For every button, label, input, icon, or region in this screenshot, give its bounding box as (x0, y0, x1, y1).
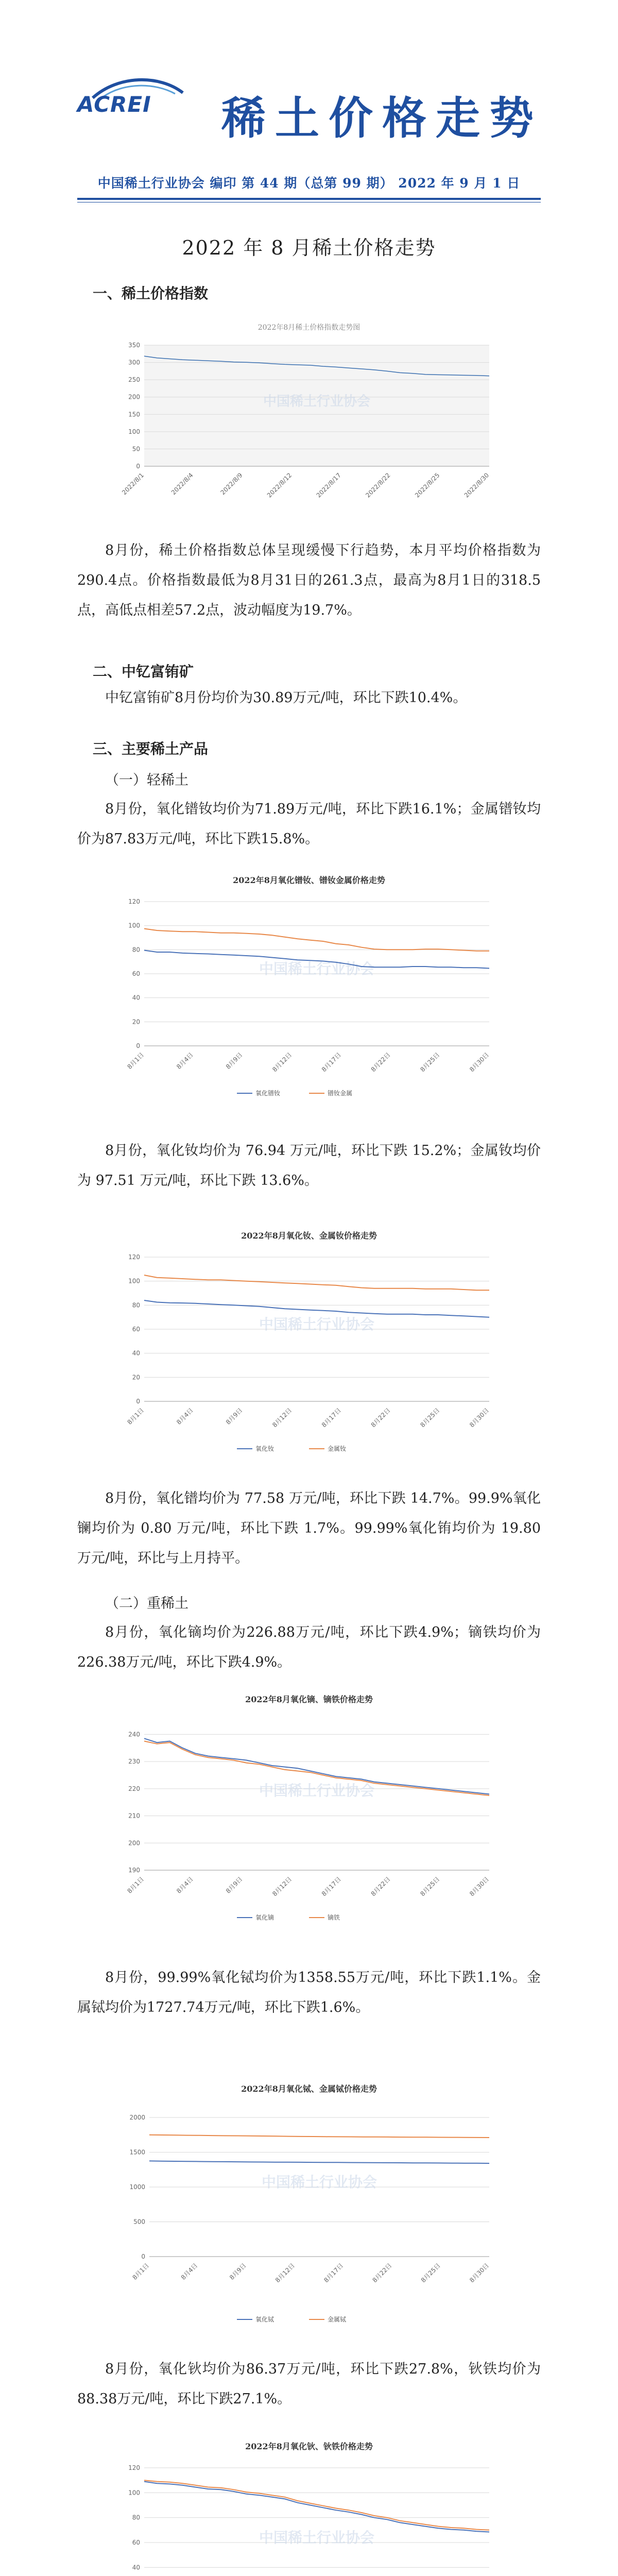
x-tick-label: 2022/8/1 (121, 471, 146, 497)
y-tick-label: 60 (132, 970, 140, 977)
chart-title: 2022年8月氧化钕、金属钕价格走势 (241, 1231, 377, 1241)
x-tick-label: 8月12日 (273, 2262, 296, 2284)
legend-label: 镨钕金属 (328, 1090, 353, 1097)
y-tick-label: 100 (128, 1277, 140, 1285)
x-tick-label: 8月22日 (369, 1051, 392, 1074)
x-tick-label: 8月22日 (371, 2262, 393, 2284)
chart-watermark: 中国稀土行业协会 (259, 2529, 375, 2546)
legend-label: 氧化铽 (255, 2316, 274, 2323)
chart-svg (108, 1685, 510, 1927)
x-tick-label: 8月30日 (468, 1875, 491, 1898)
chart-title: 2022年8月稀土价格指数走势图 (258, 324, 360, 332)
paragraph-mine-text: 中钇富铕矿8月份均价为30.89万元/吨，环比下跌10.4%。 (105, 690, 467, 706)
x-tick-label: 8月30日 (468, 1406, 491, 1429)
series-line-0 (144, 2482, 489, 2532)
series-line-0 (149, 2161, 489, 2163)
paragraph-index (77, 536, 541, 625)
section-heading-mine: 二、中钇富铕矿 (93, 663, 194, 680)
y-tick-label: 200 (128, 1839, 140, 1847)
x-tick-label: 8月17日 (322, 2262, 345, 2284)
chart-title: 2022年8月氧化钬、钬铁价格走势 (245, 2442, 373, 2451)
legend-label: 氧化镨钕 (255, 1090, 281, 1097)
issue-line: 中国稀土行业协会 编印 第 44 期（总第 99 期） 2022 年 9 月 1 日 (97, 176, 521, 191)
x-tick-label: 8月4日 (175, 1051, 195, 1071)
x-tick-label: 8月9日 (228, 2262, 248, 2281)
x-tick-label: 2022/8/17 (315, 471, 342, 499)
paragraph-dy-text: 8月份，氧化镝均价为226.88万元/吨，环比下跌4.9%；镝铁均价为226.38万元/吨，环比下跌4.9%。 (77, 1624, 541, 1670)
series-line-1 (144, 929, 489, 951)
chart-nd (108, 1221, 510, 1458)
x-tick-label: 2022/8/9 (219, 471, 244, 497)
y-tick-label: 100 (128, 922, 140, 929)
chart-svg (108, 309, 510, 513)
x-tick-label: 2022/8/22 (364, 471, 392, 499)
x-tick-label: 8月25日 (419, 2262, 442, 2284)
x-tick-label: 8月4日 (175, 1406, 195, 1426)
x-tick-label: 8月12日 (271, 1875, 294, 1898)
y-tick-label: 350 (128, 342, 140, 349)
x-tick-label: 8月17日 (320, 1875, 342, 1898)
section-heading-index: 一、稀土价格指数 (93, 285, 209, 302)
y-tick-label: 2000 (129, 2114, 145, 2121)
chart-watermark: 中国稀土行业协会 (263, 394, 371, 410)
legend-label: 氧化钕 (255, 1445, 274, 1452)
chart-svg (108, 2432, 510, 2576)
acrei-logo (77, 77, 196, 134)
y-tick-label: 40 (132, 2564, 140, 2571)
x-tick-label: 8月9日 (224, 1051, 244, 1071)
x-tick-label: 8月17日 (320, 1051, 342, 1074)
y-tick-label: 60 (132, 1326, 140, 1333)
y-tick-label: 190 (128, 1867, 140, 1874)
paragraph-dy (77, 1618, 541, 1677)
y-tick-label: 80 (132, 1301, 140, 1309)
series-line-0 (144, 1300, 489, 1317)
subheading-heavy: （二）重稀土 (105, 1596, 188, 1612)
x-tick-label: 8月9日 (224, 1875, 244, 1895)
chart-watermark: 中国稀土行业协会 (259, 1316, 375, 1333)
x-tick-label: 8月25日 (419, 1406, 441, 1429)
x-tick-label: 8月25日 (419, 1051, 441, 1074)
x-tick-label: 8月1日 (131, 2262, 151, 2281)
x-tick-label: 8月1日 (126, 1406, 146, 1426)
y-tick-label: 1500 (129, 2148, 145, 2156)
paragraph-prnd (77, 794, 541, 854)
y-tick-label: 120 (128, 898, 140, 905)
chart-dy (108, 1685, 510, 1927)
y-tick-label: 0 (141, 2253, 145, 2260)
chart-title: 2022年8月氧化镝、镝铁价格走势 (245, 1694, 373, 1704)
y-tick-label: 40 (132, 994, 140, 1002)
paragraph-pr (77, 1484, 541, 1573)
y-tick-label: 300 (128, 359, 140, 366)
section-heading-products: 三、主要稀土产品 (93, 740, 209, 757)
y-tick-label: 60 (132, 2539, 140, 2546)
y-tick-label: 0 (136, 1398, 140, 1405)
x-tick-label: 8月22日 (369, 1406, 392, 1429)
paragraph-prnd-text: 8月份，氧化镨钕均价为71.89万元/吨，环比下跌16.1%；金属镨钕均价为87.83万元/吨，环比下跌15.8%。 (77, 801, 541, 847)
legend-label: 镝铁 (328, 1914, 340, 1921)
y-tick-label: 120 (128, 2464, 140, 2471)
x-tick-label: 8月12日 (271, 1406, 294, 1429)
x-tick-label: 8月4日 (179, 2262, 199, 2281)
subheading-light: （一）轻稀土 (105, 772, 188, 788)
y-tick-label: 100 (128, 428, 140, 435)
chart-price-index (108, 309, 510, 513)
paragraph-tb-text: 8月份，99.99%氧化铽均价为1358.55万元/吨，环比下跌1.1%。金属铽均价为1727.74万元/吨，环比下跌1.6%。 (77, 1970, 541, 2015)
y-tick-label: 210 (128, 1812, 140, 1820)
y-tick-label: 220 (128, 1785, 140, 1792)
chart-svg (108, 2071, 510, 2329)
x-tick-label: 8月22日 (369, 1875, 392, 1898)
chart-svg (108, 1221, 510, 1458)
y-tick-label: 20 (132, 1018, 140, 1026)
y-tick-label: 500 (133, 2218, 145, 2226)
chart-watermark: 中国稀土行业协会 (259, 1782, 375, 1799)
y-tick-label: 1000 (129, 2183, 145, 2191)
x-tick-label: 8月1日 (126, 1875, 146, 1895)
header-rule (77, 198, 541, 200)
series-line-1 (144, 1275, 489, 1290)
series-line-1 (149, 2135, 489, 2138)
x-tick-label: 8月30日 (468, 2262, 491, 2284)
y-tick-label: 240 (128, 1731, 140, 1738)
y-tick-label: 0 (136, 1042, 140, 1049)
x-tick-label: 2022/8/12 (265, 471, 294, 499)
legend-label: 金属铽 (328, 2316, 347, 2323)
paragraph-ho (77, 2354, 541, 2414)
x-tick-label: 8月12日 (271, 1051, 294, 1074)
y-tick-label: 20 (132, 1374, 140, 1381)
series-line-1 (144, 2480, 489, 2530)
chart-ho (108, 2432, 510, 2576)
y-tick-label: 200 (128, 393, 140, 401)
document-title: 2022 年 8 月稀土价格走势 (182, 236, 436, 259)
y-tick-label: 80 (132, 946, 140, 954)
legend-label: 金属钕 (328, 1445, 347, 1452)
paragraph-ho-text: 8月份，氧化钬均价为86.37万元/吨，环比下跌27.8%，钬铁均价为88.38万元/吨，环比下跌27.1%。 (77, 2361, 541, 2407)
x-tick-label: 8月4日 (175, 1875, 195, 1895)
paragraph-pr-text: 8月份，氧化镨均价为 77.58 万元/吨，环比下跌 14.7%。99.9%氧化镧均价为 0.80 万元/吨，环比下跌 1.7%。99.99%氧化铕均价为 19.80 万元/吨，环比与上月持平。 (77, 1490, 541, 1566)
chart-title: 2022年8月氧化铽、金属铽价格走势 (241, 2084, 377, 2094)
y-tick-label: 80 (132, 2514, 140, 2521)
logo-text: ACREI (77, 92, 151, 117)
y-tick-label: 150 (128, 411, 140, 418)
x-tick-label: 8月1日 (126, 1051, 146, 1071)
x-tick-label: 8月30日 (468, 1051, 491, 1074)
y-tick-label: 40 (132, 1349, 140, 1357)
y-tick-label: 0 (136, 463, 140, 470)
y-tick-label: 100 (128, 2489, 140, 2497)
chart-prnd (108, 866, 510, 1103)
chart-watermark: 中国稀土行业协会 (261, 2174, 377, 2191)
chart-svg (108, 866, 510, 1103)
legend-label: 氧化镝 (255, 1914, 274, 1921)
x-tick-label: 2022/8/30 (462, 471, 491, 499)
y-tick-label: 50 (132, 445, 140, 453)
chart-tb (108, 2071, 510, 2329)
y-tick-label: 120 (128, 1253, 140, 1261)
paragraph-nd (77, 1136, 541, 1196)
paragraph-index-text: 8月份，稀土价格指数总体呈现缓慢下行趋势，本月平均价格指数为290.4点。价格指数最低为8月31日的261.3点，最高为8月1日的318.5点，高低点相差57.2点，波动幅度为19.7%。 (77, 543, 541, 618)
paragraph-nd-text: 8月份，氧化钕均价为 76.94 万元/吨，环比下跌 15.2%；金属钕均价为 97.51 万元/吨，环比下跌 13.6%。 (77, 1143, 541, 1189)
newsletter-title: 稀土价格走势 (221, 92, 543, 144)
chart-watermark: 中国稀土行业协会 (259, 960, 375, 977)
x-tick-label: 8月17日 (320, 1406, 342, 1429)
x-tick-label: 2022/8/25 (413, 471, 441, 499)
paragraph-mine (77, 683, 541, 713)
x-tick-label: 8月9日 (224, 1406, 244, 1426)
chart-title: 2022年8月氧化镨钕、镨钕金属价格走势 (233, 875, 385, 885)
paragraph-tb (77, 1963, 541, 2023)
x-tick-label: 8月25日 (419, 1875, 441, 1898)
y-tick-label: 250 (128, 376, 140, 384)
x-tick-label: 2022/8/4 (169, 471, 195, 497)
y-tick-label: 230 (128, 1758, 140, 1766)
